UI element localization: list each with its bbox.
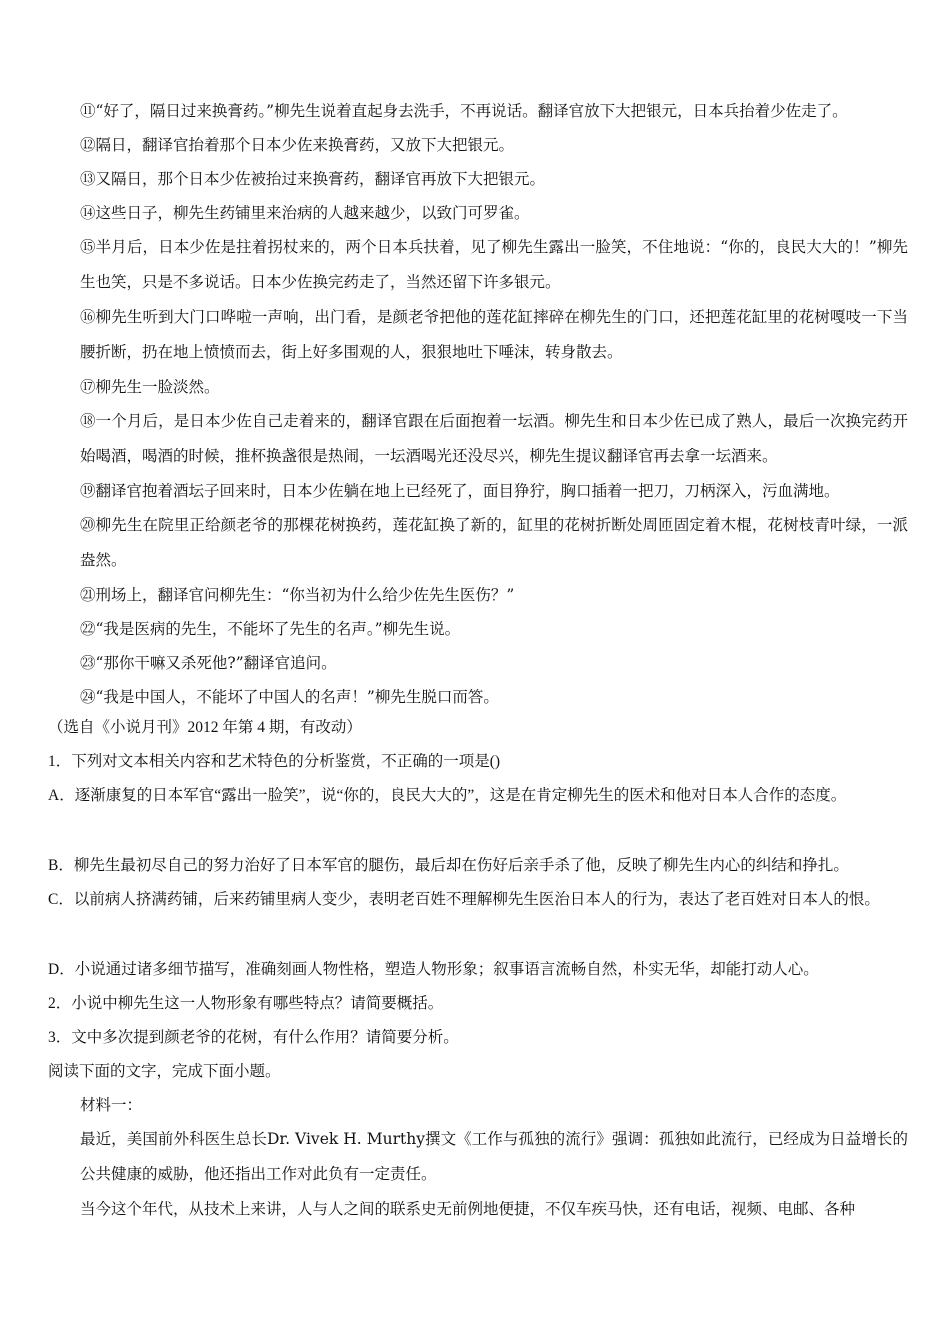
reading-intro: 阅读下面的文字，完成下面小题。 [48, 1063, 281, 1080]
source-citation: （选自《小说月刊》2012 年第 4 期，有改动） [48, 719, 362, 736]
question-1: 1．下列对文本相关内容和艺术特色的分析鉴赏，不正确的一项是() [48, 753, 501, 770]
question-1-option-c: C．以前病人挤满药铺，后来药铺里病人变少，表明老百姓不理解柳先生医治日本人的行为，表达了老百姓对日本人的恨。 [48, 891, 880, 908]
paragraph-14: ⑭这些日子，柳先生药铺里来治病的人越来越少，以致门可罗雀。 [80, 204, 530, 222]
paragraph-16: ⑯柳先生听到大门口哗啦一声响，出门看，是颜老爷把他的莲花缸摔碎在柳先生的门口，还把莲花缸里的花树嘎吱一下当腰折断，扔在地上愤愤而去，街上好多围观的人，狠狠地吐下唾沫，转身散去。 [80, 308, 908, 361]
question-1-option-d: D．小说通过诸多细节描写，准确刻画人物性格，塑造人物形象；叙事语言流畅自然，朴实无华，却能打动人心。 [48, 961, 819, 978]
paragraph-19: ⑲翻译官抱着酒坛子回来时，日本少佐躺在地上已经死了，面目狰狞，胸口插着一把刀，刀柄深入，污血满地。 [80, 482, 840, 500]
paragraph-13: ⑬又隔日，那个日本少佐被抬过来换膏药，翻译官再放下大把银元。 [80, 170, 546, 188]
paragraph-11: ⑪“好了，隔日过来换膏药。”柳先生说着直起身去洗手，不再说话。翻译官放下大把银元，日本兵抬着少佐走了。 [80, 102, 848, 120]
material-paragraph-2: 当今这个年代，从技术上来讲，人与人之间的联系史无前例地便捷，不仅车疾马快，还有电话，视频、电邮、各种 [80, 1200, 856, 1218]
paragraph-17: ⑰柳先生一脸淡然。 [80, 378, 220, 396]
material-paragraph-1: 最近，美国前外科医生总长Dr. Vivek H. Murthy撰文《工作与孤独的流行》强调：孤独如此流行，已经成为日益增长的公共健康的威胁，他还指出工作对此负有一定责任。 [80, 1130, 908, 1183]
question-1-option-b: B．柳先生最初尽自己的努力治好了日本军官的腿伤，最后却在伤好后亲手杀了他，反映了柳先生内心的纠结和挣扎。 [48, 857, 849, 874]
paragraph-24: ㉔“我是中国人，不能坏了中国人的名声！”柳先生脱口而答。 [80, 688, 499, 706]
question-2: 2．小说中柳先生这一人物形象有哪些特点？请简要概括。 [48, 995, 444, 1012]
question-1-option-a: A．逐渐康复的日本军官“露出一脸笑”，说“你的，良民大大的”，这是在肯定柳先生的医术和他对日本人合作的态度。 [48, 787, 847, 804]
material-label: 材料一： [80, 1096, 143, 1114]
paragraph-12: ⑫隔日，翻译官抬着那个日本少佐来换膏药，又放下大把银元。 [80, 136, 515, 154]
paragraph-15: ⑮半月后，日本少佐是拄着拐杖来的，两个日本兵扶着，见了柳先生露出一脸笑，不住地说：“你的，良民大大的！”柳先生也笑，只是不多说话。日本少佐换完药走了，当然还留下许多银元。 [80, 238, 908, 291]
paragraph-22: ㉒“我是医病的先生，不能坏了先生的名声。”柳先生说。 [80, 620, 461, 638]
paragraph-18: ⑱一个月后，是日本少佐自己走着来的，翻译官跟在后面抱着一坛酒。柳先生和日本少佐已成了熟人，最后一次换完药开始喝酒，喝酒的时候，推杯换盏很是热闹，一坛酒喝光还没尽兴，柳先生提议翻译官再去拿一坛酒来。 [80, 412, 908, 465]
paragraph-21: ㉑刑场上，翻译官问柳先生：“你当初为什么给少佐先生医伤？” [80, 586, 515, 604]
question-3: 3．文中多次提到颜老爷的花树，有什么作用？请简要分析。 [48, 1029, 459, 1046]
paragraph-20: ⑳柳先生在院里正给颜老爷的那棵花树换药，莲花缸换了新的，缸里的花树折断处周匝固定着木棍，花树枝青叶绿，一派盎然。 [80, 516, 908, 569]
paragraph-23: ㉓“那你干嘛又杀死他?”翻译官追问。 [80, 654, 337, 672]
